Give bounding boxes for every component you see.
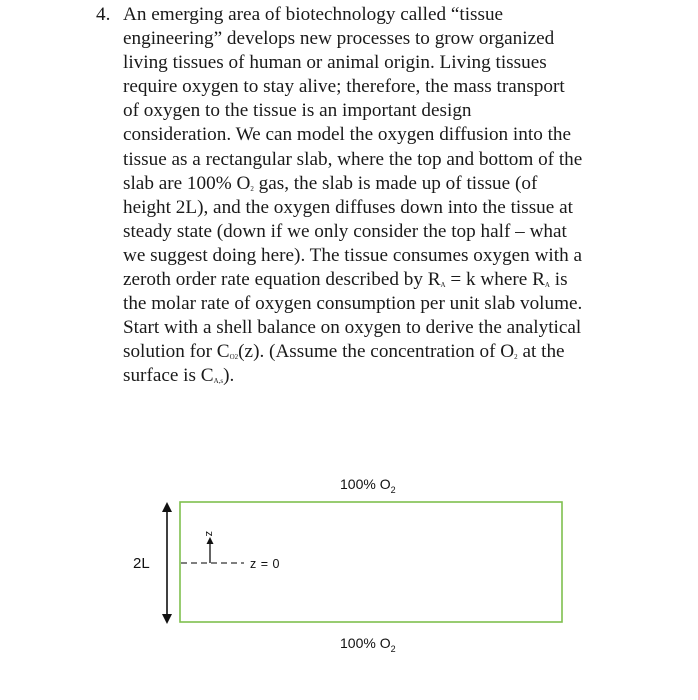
z-axis-arrow <box>207 537 214 563</box>
text-run: the molar rate of oxygen consumption per unit slab volume. <box>123 293 583 315</box>
text-run: is <box>549 269 568 291</box>
text-run: consideration. We can model the oxygen diffusion into the <box>123 124 572 146</box>
text-run: = k where R <box>445 269 545 291</box>
text-run: engineering” develops new processes to grow organized <box>123 28 555 50</box>
text-run: at the <box>517 341 565 363</box>
text-run: living tissues of human or animal origin. Living tissues <box>123 52 547 74</box>
subscript: A <box>440 281 446 290</box>
text-run: we suggest doing here). The tissue consumes oxygen with a <box>123 244 582 266</box>
text-run: require oxygen to stay alive; therefore, the mass transport <box>123 76 565 98</box>
subscript: A,s <box>213 377 224 386</box>
tissue-slab <box>180 502 562 622</box>
height-label: 2L <box>133 555 150 572</box>
problem-number: 4. <box>96 4 111 25</box>
text-run: surface is C <box>123 365 214 387</box>
text-run: tissue as a rectangular slab, where the top and bottom of the <box>123 148 583 170</box>
subscript: O2 <box>229 353 239 362</box>
text-run: gas, the slab is made up of tissue (of <box>253 172 538 194</box>
text-run: (z). (Assume the concentration of O <box>238 341 515 363</box>
top-oxygen-subscript: 2 <box>390 485 396 495</box>
text-run: Start with a shell balance on oxygen to derive the analytical <box>123 317 582 339</box>
text-run: ). <box>223 365 235 387</box>
origin-label: z = 0 <box>250 557 280 571</box>
top-oxygen-label: 100% $O_2$ <box>340 476 396 495</box>
z-axis-label: z <box>203 531 215 537</box>
subscript: 2 <box>250 184 254 193</box>
text-run: solution for C <box>123 341 230 363</box>
text-run: slab are 100% O <box>123 172 251 194</box>
subscript: 2 <box>514 353 518 362</box>
subscript: A <box>544 281 550 290</box>
text-run: height 2L), and the oxygen diffuses down into the tissue at <box>123 196 573 218</box>
bottom-oxygen-subscript: 2 <box>390 644 396 654</box>
height-arrow <box>162 502 172 624</box>
bottom-oxygen-label: 100% $O_2$ <box>340 635 396 654</box>
text-run: steady state (down if we only consider the top half – what <box>123 220 567 242</box>
text-run: An emerging area of biotechnology called “tissue <box>123 4 504 25</box>
text-run: of oxygen to the tissue is an important design <box>123 100 472 122</box>
text-run: zeroth order rate equation described by R <box>123 269 441 291</box>
